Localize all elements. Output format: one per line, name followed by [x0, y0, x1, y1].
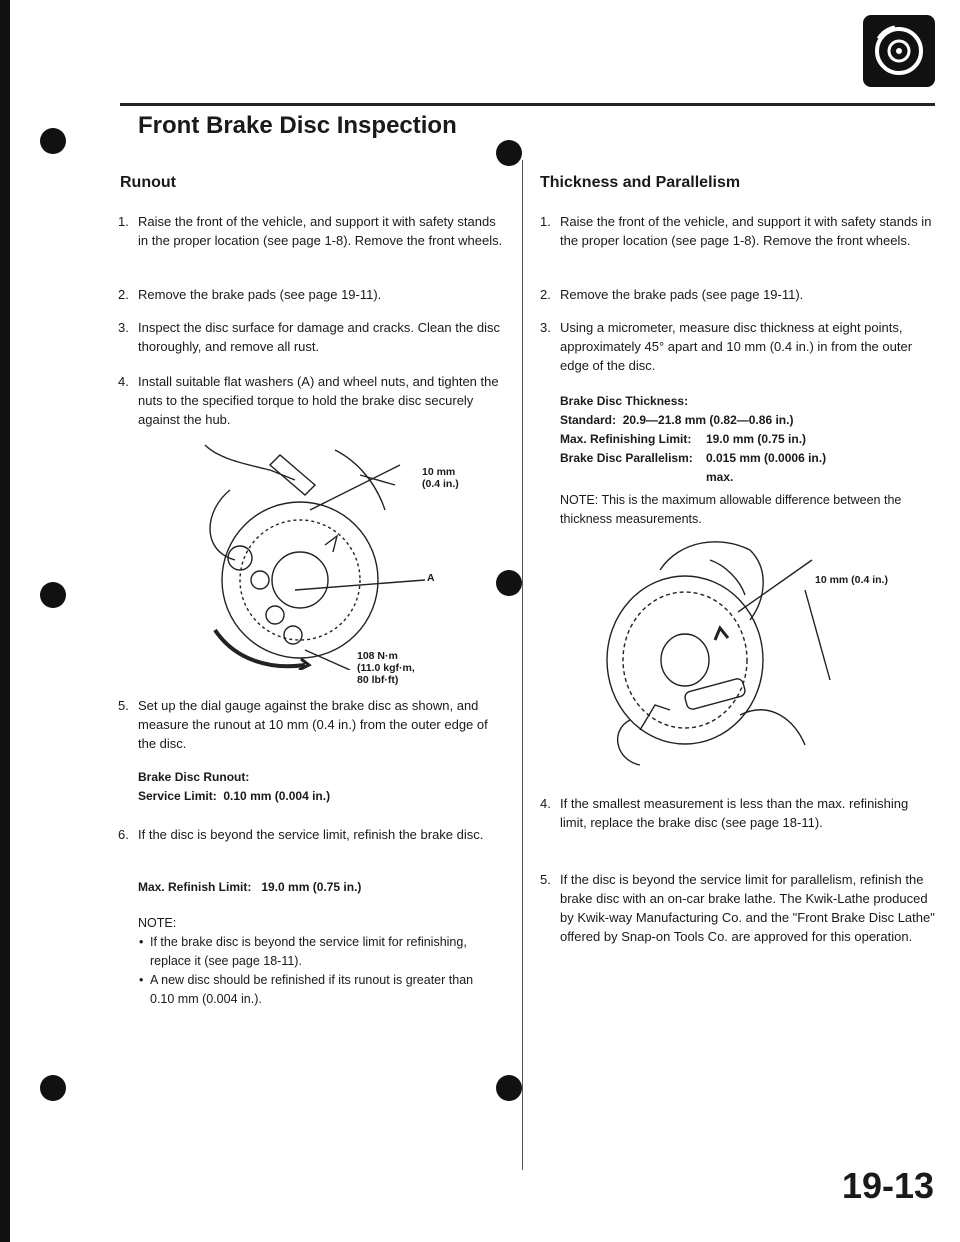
step-number: 4. — [118, 374, 129, 389]
runout-step-6 — [118, 825, 503, 844]
step-number: 2. — [118, 287, 129, 302]
note-bullet-1: • If the brake disc is beyond the service limit for refinishing, replace it (see page 18-11). — [150, 933, 498, 971]
callout-mm: 10 mm — [422, 466, 456, 478]
hole-mark — [40, 582, 66, 608]
callout-10mm — [422, 466, 459, 490]
page-number: 19-13 — [842, 1165, 935, 1206]
standard-value: 20.9—21.8 mm (0.82—0.86 in.) — [622, 413, 794, 427]
hole-mark — [496, 140, 522, 166]
step-number: 5. — [540, 872, 551, 887]
step-text: Inspect the disc surface for damage and cracks. Clean the disc thoroughly, and remove all rust. — [138, 320, 501, 354]
callout-a: A — [427, 572, 435, 584]
title-rule — [120, 103, 935, 106]
step-text: If the smallest measurement is less than the max. refinishing limit, replace the brake disc (see page 18-11). — [560, 796, 909, 830]
step-text: Remove the brake pads (see page 19-11). — [138, 287, 382, 302]
service-limit-value: 0.10 mm (0.004 in.) — [223, 789, 331, 803]
parallelism-value-max: max. — [706, 470, 734, 484]
runout-label: Brake Disc Runout: — [138, 770, 250, 784]
callout-10mm-right: 10 mm (0.4 in.) — [815, 574, 888, 586]
thickness-step-5 — [540, 870, 935, 946]
torque-kgf: (11.0 kgf·m, — [357, 662, 415, 674]
runout-step-4 — [118, 372, 503, 429]
step-text: Install suitable flat washers (A) and wheel nuts, and tighten the nuts to the specified torque to hold the brake disc securely against the hub. — [138, 374, 499, 427]
step-number: 6. — [118, 827, 129, 842]
step-number: 1. — [540, 214, 551, 229]
thickness-step-4 — [540, 794, 935, 832]
refinish-spec — [138, 878, 503, 897]
brake-section-icon — [863, 15, 935, 87]
thickness-note: NOTE: This is the maximum allowable difference between the thickness measurements. — [560, 493, 902, 526]
runout-step-3 — [118, 318, 503, 356]
step-number: 4. — [540, 796, 551, 811]
max-refinish-value: 19.0 mm (0.75 in.) — [706, 432, 807, 446]
step-text: Raise the front of the vehicle, and support it with safety stands in the proper location (see page 1-8). Remove the front wheels. — [138, 214, 503, 248]
callout-torque — [357, 650, 415, 686]
binding-edge-bar — [0, 0, 10, 1242]
hole-mark — [40, 1075, 66, 1101]
note-bullet-2: • A new disc should be refinished if its runout is greater than 0.10 mm (0.004 in.). — [150, 971, 498, 1009]
step-text: Remove the brake pads (see page 19-11). — [560, 287, 804, 302]
step-text: Using a micrometer, measure disc thickness at eight points, approximately 45° apart and 10 mm (0.4 in.) in from the outer edge of the disc. — [560, 320, 913, 373]
refinish-value: 19.0 mm (0.75 in.) — [261, 880, 362, 894]
step-number: 2. — [540, 287, 551, 302]
step-text: If the disc is beyond the service limit, refinish the brake disc. — [138, 827, 484, 842]
refinish-label: Max. Refinish Limit: — [138, 880, 252, 894]
runout-note — [138, 914, 498, 1009]
step-number: 1. — [118, 214, 129, 229]
dial-gauge-illustration — [175, 440, 455, 670]
step-text: If the disc is beyond the service limit for parallelism, refinish the brake disc with an on-car brake lathe. The Kwik-Lathe produced by Kwik-way Manufacturing Co. and the "Front Brake Disc Lathe" offered by Snap-on Tools Co. are approved for this operation. — [560, 872, 935, 944]
step-number: 5. — [118, 698, 129, 713]
max-refinish-label: Max. Refinishing Limit: — [560, 432, 692, 446]
standard-label: Standard: — [560, 413, 617, 427]
runout-step-2 — [118, 285, 503, 304]
torque-nm: 108 N·m — [357, 650, 398, 662]
column-divider — [522, 160, 523, 1170]
hole-mark — [40, 128, 66, 154]
thickness-step-1 — [540, 212, 935, 250]
step-number: 3. — [540, 320, 551, 335]
thickness-step-2 — [540, 285, 935, 304]
thickness-step-3 — [540, 318, 935, 375]
parallelism-label: Brake Disc Parallelism: — [560, 451, 693, 465]
runout-heading: Runout — [120, 174, 176, 191]
runout-step-1 — [118, 212, 503, 250]
hole-mark — [496, 1075, 522, 1101]
thickness-spec — [560, 392, 940, 487]
step-text: Raise the front of the vehicle, and support it with safety stands in the proper location (see page 1-8). Remove the front wheels. — [560, 214, 932, 248]
thickness-heading: Thickness and Parallelism — [540, 174, 741, 191]
torque-lbf: 80 lbf·ft) — [357, 674, 399, 686]
step-number: 3. — [118, 320, 129, 335]
micrometer-illustration — [600, 530, 900, 770]
thickness-label: Brake Disc Thickness: — [560, 394, 689, 408]
service-limit-label: Service Limit: — [138, 789, 217, 803]
runout-step-5 — [118, 696, 503, 753]
page-title: Front Brake Disc Inspection — [138, 112, 457, 139]
step-text: Set up the dial gauge against the brake disc as shown, and measure the runout at 10 mm (0.4 in.) from the outer edge of the disc. — [138, 698, 488, 751]
hole-mark — [496, 570, 522, 596]
callout-in: (0.4 in.) — [422, 478, 459, 490]
runout-spec — [138, 768, 503, 806]
note-heading: NOTE: — [138, 916, 177, 930]
parallelism-value: 0.015 mm (0.0006 in.) — [706, 451, 827, 465]
